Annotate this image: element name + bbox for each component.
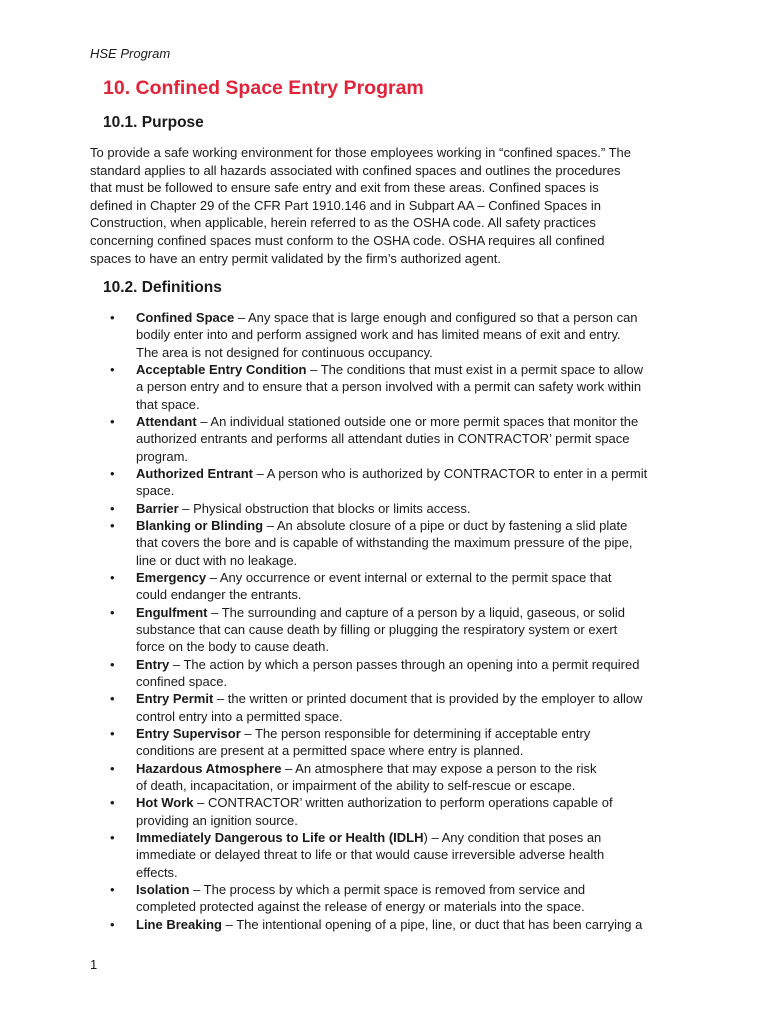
definition-text: – The surrounding and capture of a person by a liquid, gaseous, or solid [207, 604, 625, 620]
definition-term: Barrier [136, 500, 179, 516]
purpose-line: standard applies to all hazards associated with confined spaces and outlines the procedures [90, 162, 621, 178]
definition-item [110, 361, 730, 413]
section-title: 10. Confined Space Entry Program [103, 77, 424, 99]
definition-text: force on the body to cause death. [136, 639, 329, 655]
definition-text: bodily enter into and perform assigned work and has limited means of exit and entry. [136, 327, 621, 343]
definition-text: providing an ignition source. [136, 812, 298, 828]
definition-item [110, 656, 730, 691]
definition-term: Entry [136, 656, 170, 672]
definition-text: confined space. [136, 673, 228, 689]
definition-term: Isolation [136, 882, 190, 898]
definition-term: Blanking or Blinding [136, 518, 264, 534]
definition-text: – An absolute closure of a pipe or duct by fastening a slid plate [263, 518, 628, 534]
definition-text: ) – Any condition that poses an [423, 830, 602, 846]
definition-text: control entry into a permitted space. [136, 708, 343, 724]
bullet-icon: • [110, 795, 115, 811]
definition-text: – Any space that is large enough and configured so that a person can [234, 310, 638, 325]
definition-text: – Physical obstruction that blocks or limits access. [178, 500, 471, 516]
bullet-icon: • [110, 656, 115, 672]
bullet-icon: • [110, 465, 115, 481]
definition-text: substance that can cause death by filling or plugging the respiratory system or exert [136, 622, 618, 637]
bullet-icon: • [110, 361, 115, 377]
bullet-icon: • [110, 916, 115, 932]
purpose-line: defined in Chapter 29 of the CFR Part 1910.146 and in Subpart AA – Confined Spaces in [90, 197, 601, 213]
definition-item [110, 500, 730, 517]
bullet-icon: • [110, 413, 115, 429]
definition-item [110, 413, 730, 465]
purpose-line: that must be followed to ensure safe entry and exit from these areas. Confined spaces is [90, 180, 599, 196]
bullet-icon: • [110, 726, 115, 742]
definition-text: could endanger the entrants. [136, 587, 302, 603]
bullet-icon: • [110, 691, 115, 707]
definition-text: – The person responsible for determining if acceptable entry [240, 726, 591, 742]
bullet-icon: • [110, 310, 115, 325]
definition-text: – An individual stationed outside one or more permit spaces that monitor the [196, 413, 639, 429]
bullet-icon: • [110, 570, 115, 586]
definition-item [110, 569, 730, 604]
purpose-paragraph [90, 144, 690, 267]
definition-term: Acceptable Entry Condition [136, 361, 307, 377]
definition-item [110, 760, 730, 795]
definition-text: – The process by which a permit space is removed from service and [189, 882, 586, 898]
definition-text: line or duct with no leakage. [136, 552, 298, 568]
bullet-icon: • [110, 518, 115, 534]
definition-text: that covers the bore and is capable of withstanding the maximum pressure of the pipe, [136, 535, 633, 551]
definition-text: of death, incapacitation, or impairment of the ability to self-rescue or escape. [136, 778, 576, 794]
definitions-heading: 10.2. Definitions [103, 279, 222, 296]
definition-item [110, 465, 730, 500]
definition-text: effects. [136, 864, 178, 880]
bullet-icon: • [110, 760, 115, 776]
purpose-line: To provide a safe working environment for those employees working in “confined spaces.” The [90, 145, 631, 160]
definition-text: – A person who is authorized by CONTRACTOR to enter in a permit [253, 465, 648, 481]
definition-term: Immediately Dangerous to Life or Health (IDLH [136, 830, 424, 846]
definition-term: Entry Supervisor [136, 726, 241, 742]
definition-text: – An atmosphere that may expose a person to the risk [281, 760, 597, 776]
definition-text: – The action by which a person passes through an opening into a permit required [169, 656, 640, 672]
definition-item [110, 794, 730, 829]
definition-item [110, 725, 730, 760]
definition-text: – CONTRACTOR’ written authorization to perform operations capable of [193, 795, 613, 811]
definition-text: authorized entrants and performs all attendant duties in CONTRACTOR’ permit space [136, 431, 630, 447]
definition-item [110, 309, 730, 361]
purpose-heading: 10.1. Purpose [103, 114, 204, 131]
definition-term: Hazardous Atmosphere [136, 760, 282, 776]
purpose-line: Construction, when applicable, herein referred to as the OSHA code. All safety practices [90, 215, 596, 231]
bullet-icon: • [110, 500, 115, 516]
bullet-icon: • [110, 604, 115, 620]
definition-item [110, 916, 730, 933]
page-number: 1 [90, 957, 98, 972]
definition-text: – Any occurrence or event internal or external to the permit space that [206, 570, 612, 586]
definition-text: that space. [136, 396, 200, 412]
purpose-line: concerning confined spaces must conform to the OSHA code. OSHA requires all confined [90, 232, 605, 248]
bullet-icon: • [110, 882, 115, 898]
definition-term: Engulfment [136, 604, 208, 620]
definition-term: Emergency [136, 570, 207, 586]
definition-text: completed protected against the release of energy or materials into the space. [136, 899, 585, 915]
definition-text: – The conditions that must exist in a permit space to allow [306, 361, 643, 377]
definition-item [110, 604, 730, 656]
definition-term: Confined Space [136, 310, 235, 325]
definition-term: Authorized Entrant [136, 465, 253, 481]
definition-text: space. [136, 483, 175, 499]
definition-term: Hot Work [136, 795, 194, 811]
definition-text: The area is not designed for continuous occupancy. [136, 344, 433, 360]
definition-term: Entry Permit [136, 691, 214, 707]
definition-term: Line Breaking [136, 916, 222, 932]
definition-text: program. [136, 448, 189, 464]
definition-text: a person entry and to ensure that a person involved with a permit can safety work within [136, 379, 642, 395]
definition-text: – the written or printed document that is provided by the employer to allow [213, 691, 643, 707]
running-header: HSE Program [90, 46, 171, 61]
definition-item [110, 517, 730, 569]
definition-item [110, 690, 730, 725]
definition-item [110, 829, 730, 881]
definition-text: – The intentional opening of a pipe, line, or duct that has been carrying a [221, 916, 643, 932]
definition-text: conditions are present at a permitted space where entry is planned. [136, 743, 524, 759]
bullet-icon: • [110, 830, 115, 846]
purpose-line: spaces to have an entry permit validated by the firm’s authorized agent. [90, 250, 501, 266]
definition-term: Attendant [136, 413, 197, 429]
definition-item [110, 881, 730, 916]
definitions-list [110, 309, 730, 933]
definition-text: immediate or delayed threat to life or that would cause irreversible adverse health [136, 847, 605, 863]
